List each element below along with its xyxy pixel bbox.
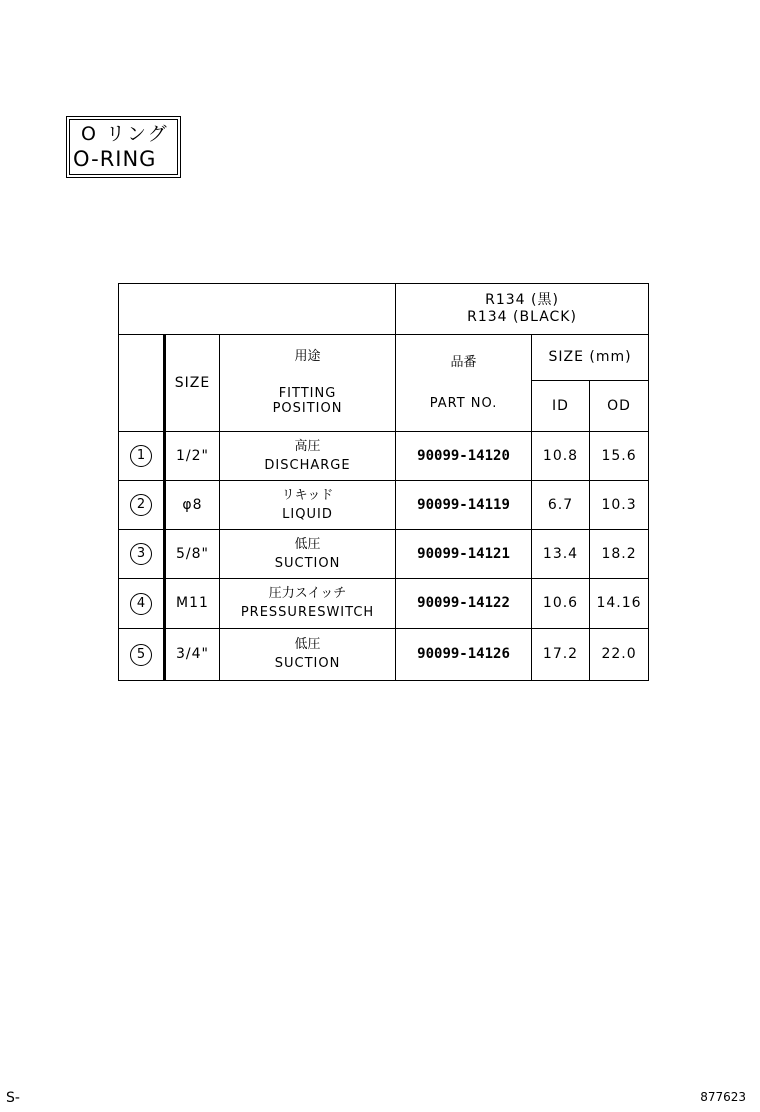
header-blank-cell [119,284,396,335]
row-fitting-jp: リキッド [281,487,334,503]
row-fitting-en: PRESSURESWITCH [240,605,375,620]
row-part-no: 90099-14121 [396,530,532,579]
table-row [119,579,649,629]
footer-left: S- [6,1090,20,1106]
row-part-no: 90099-14122 [396,579,532,629]
row-fitting-jp: 高圧 [294,438,321,454]
row-fitting-en: SUCTION [274,656,341,671]
spec-table [118,283,649,681]
row-od: 22.0 [590,629,649,681]
row-id: 10.8 [532,432,590,481]
header-row-1 [119,335,649,381]
header-size: SIZE [165,335,220,432]
refrigerant-en: R134 (BLACK) [467,309,577,325]
row-fitting [220,579,396,629]
row-fitting [220,530,396,579]
title-box [66,116,181,178]
row-id: 17.2 [532,629,590,681]
header-size-mm: SIZE (mm) [532,335,649,381]
row-fitting-en: SUCTION [274,555,341,571]
row-fitting-jp: 低圧 [294,637,321,653]
header-fitting-jp: 用途 [294,349,321,365]
header-od: OD [590,381,649,432]
table-row [119,629,649,681]
row-part-no: 90099-14119 [396,481,532,530]
title-jp: O リング [81,123,169,145]
row-od: 10.3 [590,481,649,530]
title-en: O-RING [73,147,157,171]
header-part-jp: 品番 [450,354,477,370]
row-fitting-en: LIQUID [282,506,333,522]
row-size: 5/8" [165,530,220,579]
row-size: 1/2" [165,432,220,481]
row-part-no: 90099-14120 [396,432,532,481]
row-number: 1 [130,445,152,467]
row-fitting [220,432,396,481]
header-fitting-en-2: POSITION [272,401,343,417]
refrigerant-jp: R134 (黒) [485,292,559,309]
header-part-en: PART NO. [429,395,498,411]
row-od: 15.6 [590,432,649,481]
header-no-cell [119,335,165,432]
row-number: 4 [130,593,152,615]
row-number: 2 [130,494,152,516]
row-id: 10.6 [532,579,590,629]
header-fitting-en-1: FITTING [278,385,337,401]
table-row [119,432,649,481]
row-number: 5 [130,644,152,666]
row-size: M11 [165,579,220,629]
row-fitting [220,629,396,681]
row-fitting-jp: 圧力スイッチ [268,586,347,602]
table-row [119,530,649,579]
row-id: 6.7 [532,481,590,530]
row-size: φ8 [165,481,220,530]
header-row-refrigerant [119,284,649,335]
row-od: 18.2 [590,530,649,579]
header-id: ID [532,381,590,432]
refrigerant-header [396,284,649,335]
footer-right: 877623 [700,1090,746,1104]
row-fitting [220,481,396,530]
row-od: 14.16 [590,579,649,629]
row-size: 3/4" [165,629,220,681]
row-number-cell [119,579,165,629]
row-number-cell [119,432,165,481]
header-part [396,335,532,432]
row-fitting-jp: 低圧 [294,536,321,552]
row-number-cell [119,629,165,681]
row-part-no: 90099-14126 [396,629,532,681]
header-fitting [220,335,396,432]
row-id: 13.4 [532,530,590,579]
row-number: 3 [130,543,152,565]
row-number-cell [119,530,165,579]
table-row [119,481,649,530]
row-number-cell [119,481,165,530]
row-fitting-en: DISCHARGE [264,457,351,473]
